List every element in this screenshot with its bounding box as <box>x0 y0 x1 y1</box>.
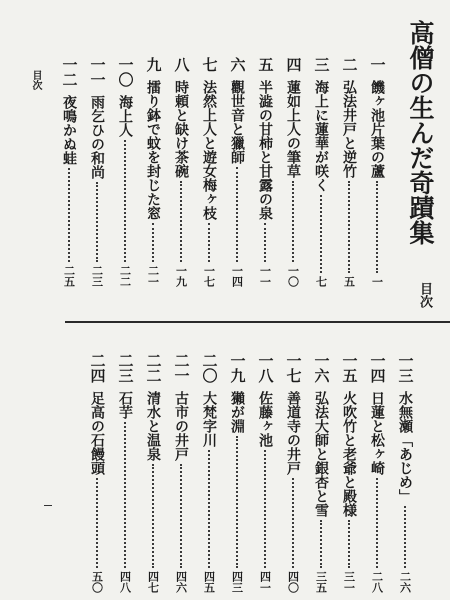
entry-number: 二一 <box>172 353 191 383</box>
entry-number: 二二 <box>144 353 163 383</box>
entry-title: 古市の井戸 <box>173 391 189 461</box>
dot-leader <box>180 181 183 262</box>
entry-title: 半澁の甘柿と甘露の泉 <box>257 80 273 220</box>
toc-entry <box>256 353 274 593</box>
entry-title: 水無瀬「あじめ」 <box>397 391 413 503</box>
entry-number: 一五 <box>340 353 359 383</box>
entry-number: 一九 <box>228 353 247 383</box>
dot-leader <box>236 436 239 568</box>
entry-page: 二三 <box>90 265 104 287</box>
entry-page: 一 <box>370 276 384 287</box>
book-title: 高僧の生んだ奇蹟集 <box>406 20 435 245</box>
entry-page: 四八 <box>118 571 132 593</box>
dot-leader <box>180 464 183 568</box>
entry-page: 一九 <box>174 265 188 287</box>
dot-leader <box>404 506 407 568</box>
entry-page: 一七 <box>202 265 216 287</box>
dot-leader <box>208 450 211 568</box>
toc-entry <box>284 57 302 287</box>
entry-title: 雨乞ひの和尚 <box>89 95 105 179</box>
entry-page: 二六 <box>398 571 412 593</box>
toc-entry <box>144 353 162 593</box>
entry-page: 七 <box>314 276 328 287</box>
dot-leader <box>320 195 323 273</box>
toc-entry <box>60 57 78 287</box>
entry-title: 清水と温泉 <box>145 391 161 461</box>
entry-title: 足高の石饅頭 <box>89 391 105 475</box>
toc-entry <box>340 353 358 593</box>
dot-leader <box>376 478 379 568</box>
entry-page: 三五 <box>314 571 328 593</box>
entry-number: 一 <box>368 57 387 72</box>
entry-number: 一四 <box>368 353 387 383</box>
entry-number: 八 <box>172 57 191 72</box>
dot-leader <box>68 168 71 262</box>
entry-number: 二三 <box>116 353 135 383</box>
toc-entry <box>284 353 302 593</box>
entry-title: 擂り鉢で蚊を封じた窓 <box>145 80 161 220</box>
entry-title: 弘法大師と銀杏と雪 <box>313 391 329 517</box>
side-contents-label: 目次 <box>30 70 41 90</box>
entry-page: 四一 <box>258 571 272 593</box>
dot-leader <box>152 464 155 568</box>
entry-title: 夜鳴かぬ蛙 <box>61 95 77 165</box>
entry-title: 火吹竹と老爺と殿様 <box>341 391 357 517</box>
toc-entry <box>88 353 106 593</box>
toc-entry <box>172 57 190 287</box>
entry-title: 蓮如上人の筆草 <box>285 80 301 178</box>
dot-leader <box>236 167 239 262</box>
entry-number: 九 <box>144 57 163 72</box>
dot-leader <box>124 140 127 262</box>
entry-number: 一二 <box>60 57 79 87</box>
toc-entry <box>368 57 386 287</box>
entry-title: 石芋 <box>117 391 133 419</box>
toc-entry <box>172 353 190 593</box>
entry-page: 一〇 <box>286 265 300 287</box>
dot-leader <box>348 181 351 273</box>
entry-title: 海上に蓮華が咲く <box>313 80 329 192</box>
entry-number: 三 <box>312 57 331 72</box>
toc-entry <box>200 353 218 593</box>
toc-entry <box>116 57 134 287</box>
toc-entry <box>228 353 246 593</box>
entry-page: 五〇 <box>90 571 104 593</box>
toc-entry <box>312 353 330 593</box>
entry-title: 海上人 <box>117 95 133 137</box>
entry-title: 弘法井戸と逆竹 <box>341 80 357 178</box>
entry-title: 獺が淵 <box>229 391 245 433</box>
entry-title: 法然上人と遊女梅ヶ枝 <box>201 80 217 220</box>
entry-title: 日蓮と松ヶ崎 <box>369 391 385 475</box>
entry-page: 四五 <box>202 571 216 593</box>
entry-page: 一一 <box>258 265 272 287</box>
entry-number: 二 <box>340 57 359 72</box>
toc-entry <box>200 57 218 287</box>
entry-page: 二八 <box>370 571 384 593</box>
entry-title: 時頼と缺け茶碗 <box>173 80 189 178</box>
dot-leader <box>264 223 267 262</box>
entry-number: 一三 <box>396 353 415 383</box>
entry-page: 三一 <box>342 571 356 593</box>
entry-number: 七 <box>200 57 219 72</box>
entry-number: 二〇 <box>200 353 219 383</box>
contents-label: 目次 <box>417 282 432 308</box>
entry-page: 四三 <box>230 571 244 593</box>
toc-entry <box>88 57 106 287</box>
entry-title: 善道寺の井戸 <box>285 391 301 475</box>
dot-leader <box>152 223 155 262</box>
entry-number: 一七 <box>284 353 303 383</box>
toc-entry <box>340 57 358 287</box>
dot-leader <box>124 422 127 568</box>
entry-page: 二一 <box>146 265 160 287</box>
entry-title: 觀世音と獵師 <box>229 80 245 164</box>
entry-number: 六 <box>228 57 247 72</box>
entry-page: 五 <box>342 276 356 287</box>
dot-leader <box>96 182 99 262</box>
entry-number: 一六 <box>312 353 331 383</box>
dot-leader <box>264 450 267 568</box>
entry-title: 大梵字川 <box>201 391 217 447</box>
dot-leader <box>348 520 351 568</box>
toc-entry <box>228 57 246 287</box>
toc-entry <box>312 57 330 287</box>
toc-entry <box>368 353 386 593</box>
dot-leader <box>292 478 295 568</box>
entry-page: 四七 <box>146 571 160 593</box>
entry-title: 佐藤ヶ池 <box>257 391 273 447</box>
dot-leader <box>208 223 211 262</box>
toc-entry <box>116 353 134 593</box>
entry-number: 五 <box>256 57 275 72</box>
section-divider <box>65 321 450 323</box>
toc-entry <box>396 353 414 593</box>
page-folio-mark <box>44 505 52 506</box>
entry-page: 四六 <box>174 571 188 593</box>
entry-page: 二二 <box>118 265 132 287</box>
entry-page: 二五 <box>62 265 76 287</box>
entry-number: 四 <box>284 57 303 72</box>
entry-number: 一〇 <box>116 57 135 87</box>
entry-number: 二四 <box>88 353 107 383</box>
entry-number: 一一 <box>88 57 107 87</box>
entry-page: 四〇 <box>286 571 300 593</box>
dot-leader <box>320 520 323 568</box>
entry-title: 饑ヶ池片葉の蘆 <box>369 80 385 178</box>
toc-entry <box>256 57 274 287</box>
dot-leader <box>292 181 295 262</box>
entry-page: 一四 <box>230 265 244 287</box>
dot-leader <box>376 181 379 273</box>
entry-number: 一八 <box>256 353 275 383</box>
dot-leader <box>96 478 99 568</box>
toc-entry <box>144 57 162 287</box>
